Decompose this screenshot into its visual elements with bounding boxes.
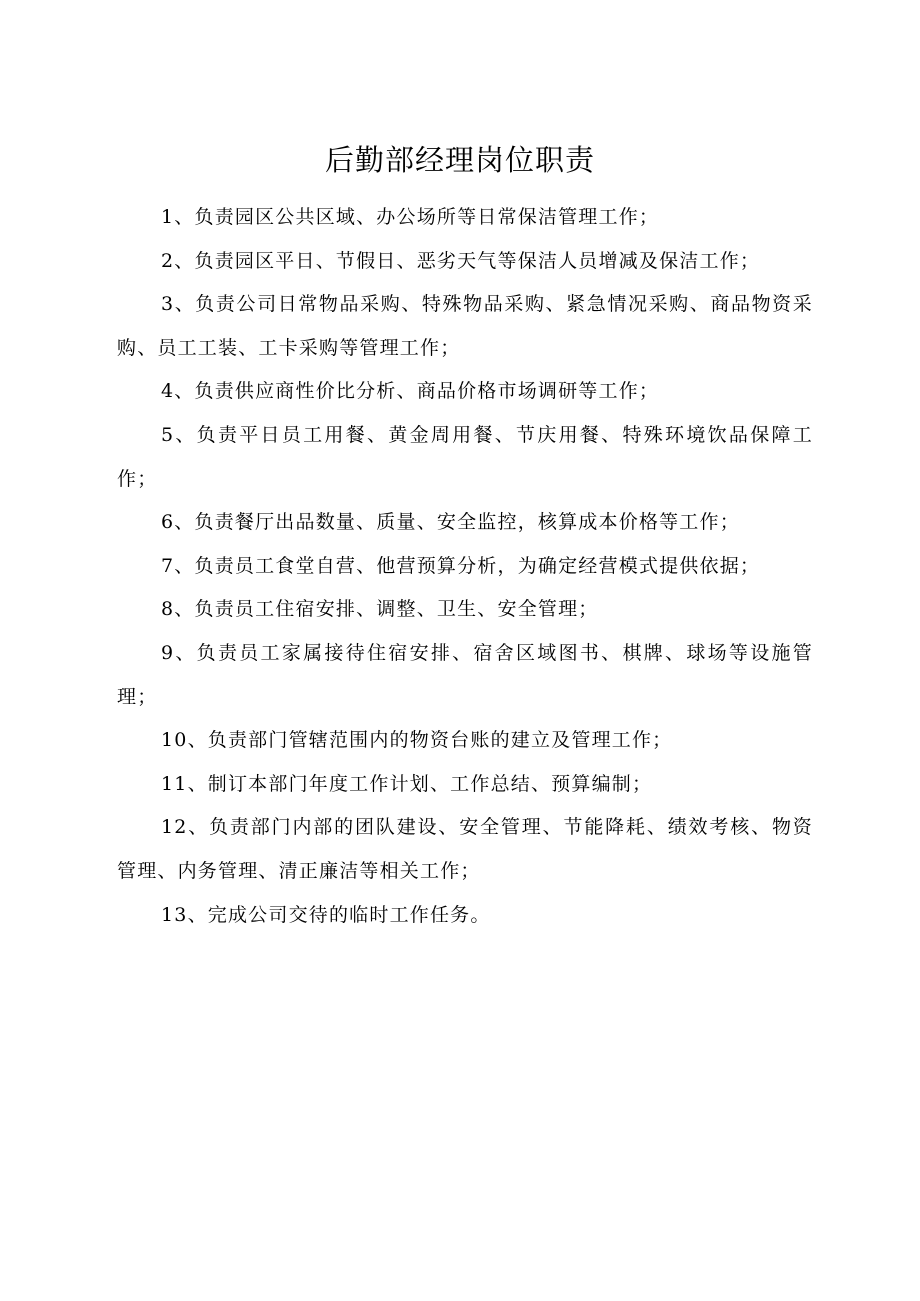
duty-item-2: 2、负责园区平日、节假日、恶劣天气等保洁人员增减及保洁工作； <box>161 249 761 272</box>
duty-item-8: 8、负责员工住宿安排、调整、卫生、安全管理； <box>161 598 599 621</box>
duty-item-6: 6、负责餐厅出品数量、质量、安全监控，核算成本价格等工作； <box>161 511 740 534</box>
duty-item-10: 10、负责部门管辖范围内的物资台账的建立及管理工作； <box>161 729 673 752</box>
duty-item-13: 13、完成公司交待的临时工作任务。 <box>161 903 491 926</box>
duty-item-1: 1、负责园区公共区域、办公场所等日常保洁管理工作； <box>161 206 660 228</box>
duty-item-3: 3、负责公司日常物品采购、特殊物品采购、紧急情况采购、商品物资采购、员工工装、工卡采购等管理工作； <box>117 293 813 359</box>
duty-item-9: 9、负责员工家属接待住宿安排、宿舍区域图书、棋牌、球场等设施管理； <box>117 641 813 708</box>
document-title: 后勤部经理岗位职责 <box>324 143 595 177</box>
duty-item-5: 5、负责平日员工用餐、黄金周用餐、节庆用餐、特殊环境饮品保障工作； <box>117 423 813 490</box>
duty-item-12: 12、负责部门内部的团队建设、安全管理、节能降耗、绩效考核、物资管理、内务管理、清正廉洁等相关工作； <box>117 816 813 882</box>
duty-list <box>117 196 813 937</box>
duty-item-4: 4、负责供应商性价比分析、商品价格市场调研等工作； <box>161 380 660 403</box>
duty-item-11: 11、制订本部门年度工作计划、工作总结、预算编制； <box>161 772 653 795</box>
duty-item-7: 7、负责员工食堂自营、他营预算分析，为确定经营模式提供依据； <box>161 554 761 577</box>
